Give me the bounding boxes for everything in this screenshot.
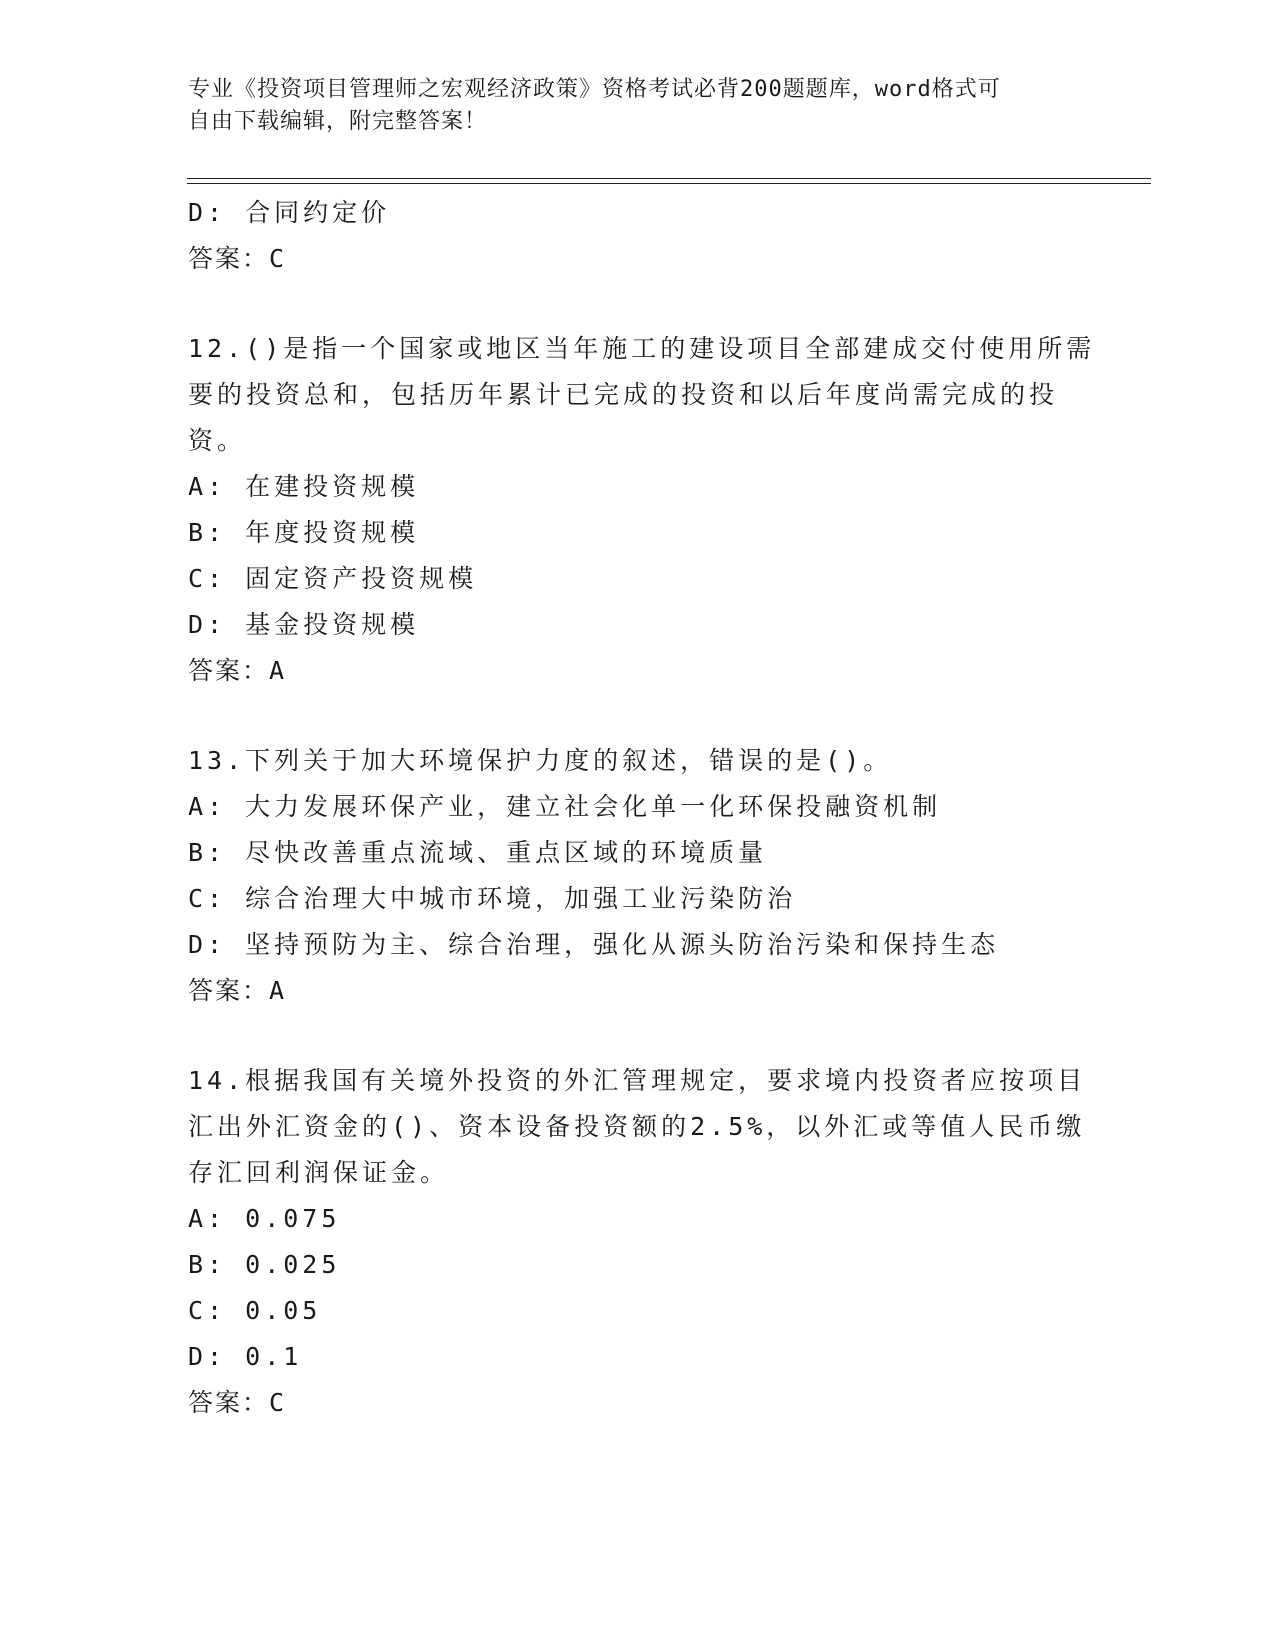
option-c: C: 综合治理大中城市环境，加强工业污染防治 (188, 884, 797, 913)
header-line-1: 专业《投资项目管理师之宏观经济政策》资格考试必背200题题库，word格式可 (188, 77, 1001, 102)
answer-value: A (269, 976, 287, 1005)
question-text-line: 资。 (188, 426, 247, 455)
prev-option-d: D: 合同约定价 (188, 198, 391, 227)
option-b: B: 年度投资规模 (188, 518, 420, 547)
option-b: B: 尽快改善重点流域、重点区域的环境质量 (188, 838, 768, 867)
header-line-2: 自由下载编辑，附完整答案！ (188, 109, 488, 134)
header-divider-bottom (187, 183, 1151, 184)
option-c: C: 固定资产投资规模 (188, 564, 478, 593)
option-a: A: 大力发展环保产业，建立社会化单一化环保投融资机制 (188, 792, 942, 821)
question-12 (188, 326, 1096, 694)
question-14 (188, 1058, 1088, 1426)
prev-answer (188, 236, 1088, 282)
document-header (188, 74, 1088, 138)
document-body (188, 190, 1096, 1426)
question-text-line: 14.根据我国有关境外投资的外汇管理规定，要求境内投资者应按项目 (188, 1066, 1087, 1095)
spacer (188, 1014, 1088, 1058)
answer (188, 968, 1088, 1014)
option-b: B: 0.025 (188, 1250, 341, 1279)
question-text-line: 12.()是指一个国家或地区当年施工的建设项目全部建成交付使用所需 (188, 334, 1096, 363)
spacer (188, 282, 1088, 326)
question-text-line: 存汇回利润保证金。 (188, 1158, 450, 1187)
spacer (188, 694, 1088, 738)
answer-label: 答案： (188, 976, 270, 1005)
question-text-line: 13.下列关于加大环境保护力度的叙述，错误的是()。 (188, 746, 893, 775)
answer (188, 648, 1088, 694)
answer-value: C (269, 244, 287, 273)
option-d: D: 0.1 (188, 1342, 303, 1371)
answer-label: 答案： (188, 656, 270, 685)
option-a: A: 在建投资规模 (188, 472, 420, 501)
option-c: C: 0.05 (188, 1296, 322, 1325)
option-a: A: 0.075 (188, 1204, 341, 1233)
answer-value: C (269, 1388, 287, 1417)
option-d: D: 坚持预防为主、综合治理，强化从源头防治污染和保持生态 (188, 930, 1000, 959)
question-text-line: 汇出外汇资金的()、资本设备投资额的2.5%，以外汇或等值人民币缴 (188, 1112, 1086, 1141)
header-divider-top (187, 178, 1151, 179)
answer-label: 答案： (188, 244, 270, 273)
answer (188, 1380, 1088, 1426)
question-text-line: 要的投资总和，包括历年累计已完成的投资和以后年度尚需完成的投 (188, 380, 1059, 409)
question-13 (188, 738, 1088, 1014)
option-d: D: 基金投资规模 (188, 610, 420, 639)
answer-label: 答案： (188, 1388, 270, 1417)
answer-value: A (269, 656, 287, 685)
